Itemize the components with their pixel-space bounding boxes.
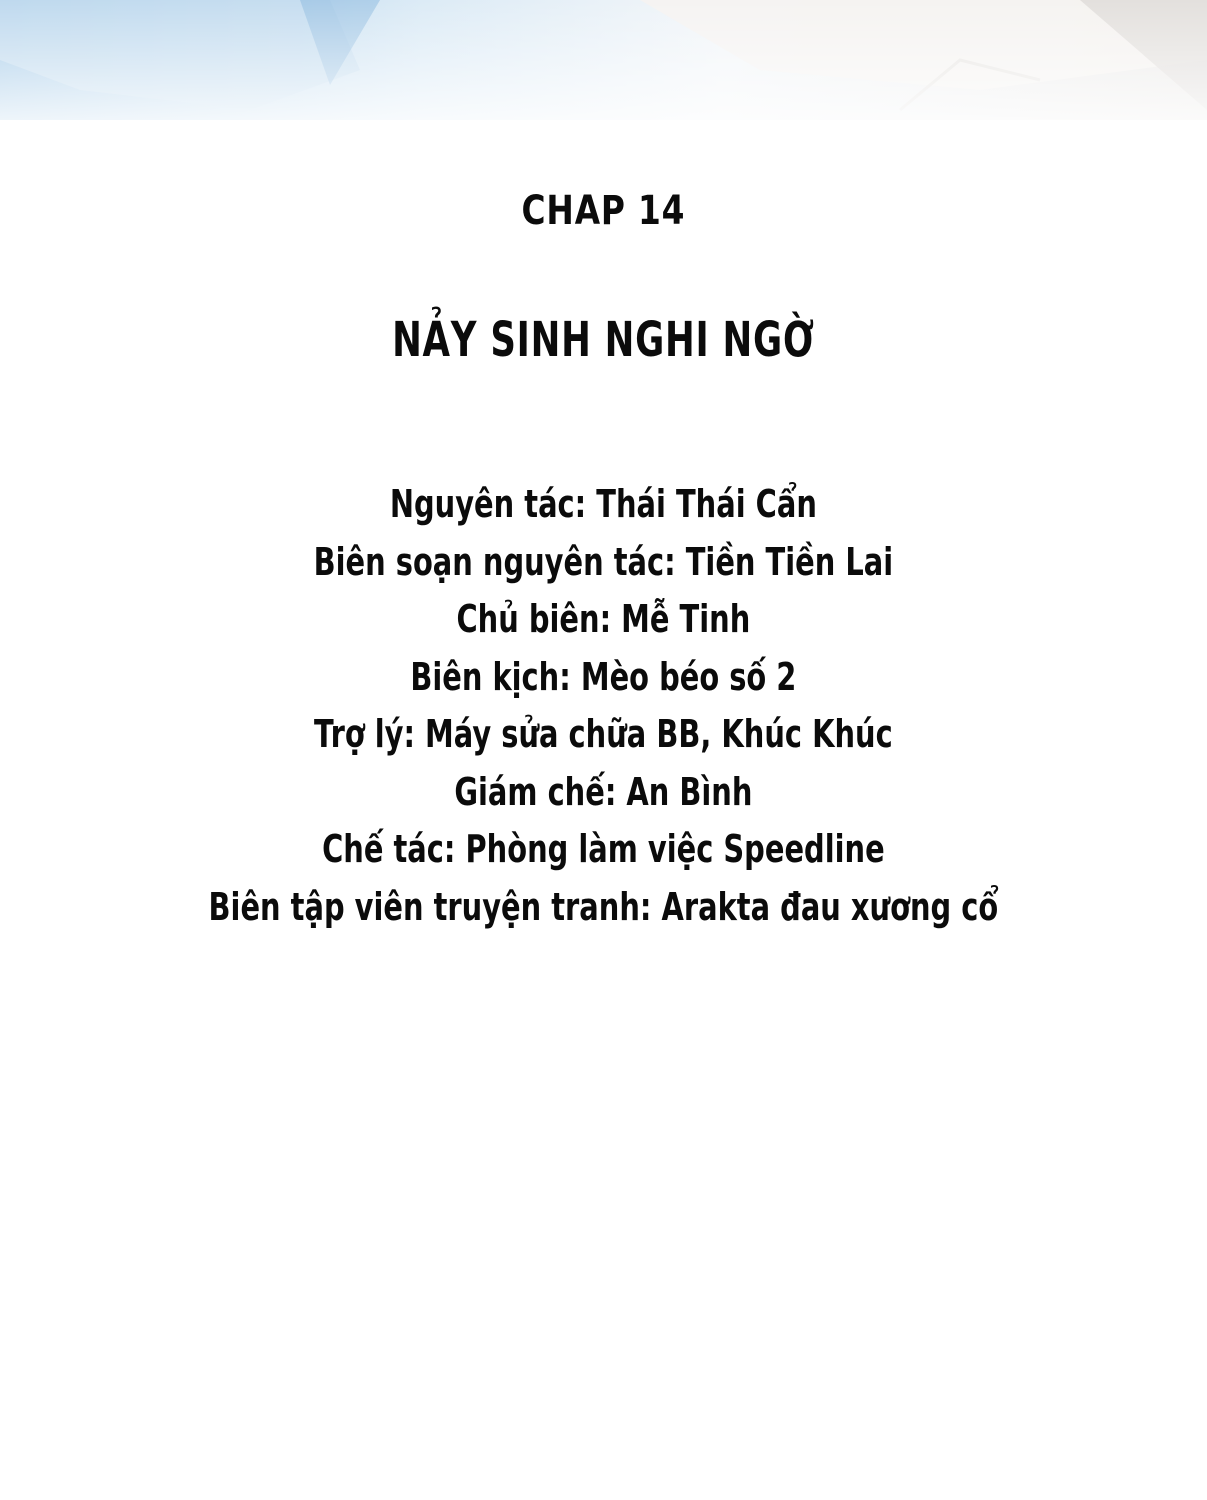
credit-original-editor: Biên soạn nguyên tác: Tiền Tiền Lai [313,539,894,584]
chapter-title: NẢY SINH NGHI NGỜ [392,312,815,368]
credit-assistants: Trợ lý: Máy sửa chữa BB, Khúc Khúc [314,712,893,756]
credits-list [0,476,1207,936]
chapter-number: CHAP 14 [521,188,686,234]
credit-comic-editor: Biên tập viên truyện tranh: Arakta đau xương cổ [208,884,999,929]
credit-chief-editor: Chủ biên: Mễ Tinh [456,597,751,641]
credit-supervisor: Giám chế: An Bình [454,769,753,814]
credit-production: Chế tác: Phòng làm việc Speedline [322,827,885,871]
top-artwork-fragment [0,0,1207,150]
credit-screenwriter: Biên kịch: Mèo béo số 2 [410,654,797,699]
credit-original-author: Nguyên tác: Thái Thái Cẩn [389,482,817,526]
